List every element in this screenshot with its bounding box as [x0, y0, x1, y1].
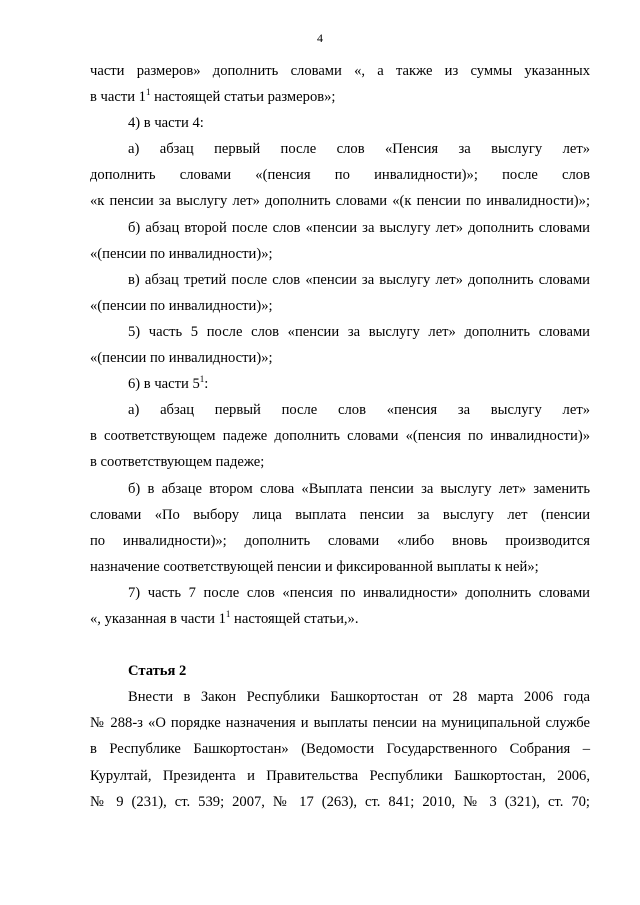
blank-line — [90, 632, 590, 658]
line-text-tail: настоящей статьи,». — [230, 610, 359, 627]
text-line — [90, 267, 590, 293]
text-line — [90, 763, 590, 789]
page-number: 4 — [317, 31, 323, 45]
text-line — [90, 423, 590, 449]
text-line — [90, 580, 590, 606]
text-line — [90, 371, 590, 397]
line-text: № 288-з «О порядке назначения и выплаты пенсии на муниципальной службе — [90, 715, 590, 732]
text-line — [90, 449, 590, 475]
superscript: 1 — [225, 608, 231, 619]
line-text-tail: : — [204, 376, 209, 393]
text-line — [90, 84, 590, 110]
line-text: в) абзац третий после слов «пенсии за выслугу лет» дополнить словами — [128, 271, 590, 288]
text-line — [90, 397, 590, 423]
line-text: Курултай, Президента и Правительства Республики Башкортостан, 2006, — [90, 767, 590, 784]
line-text: в соответствующем падеже дополнить словами «(пенсия по инвалидности)» — [90, 428, 590, 445]
text-line — [90, 241, 590, 267]
line-text: б) в абзаце втором слова «Выплата пенсии за выслугу лет» заменить — [128, 480, 590, 497]
text-line — [90, 188, 590, 214]
text-line — [90, 606, 590, 632]
line-text: Внести в Закон Республики Башкортостан от 28 марта 2006 года — [128, 689, 590, 706]
line-text: № 9 (231), ст. 539; 2007, № 17 (263), ст. 841; 2010, № 3 (321), ст. 70; — [90, 793, 590, 810]
text-line — [90, 554, 590, 580]
text-line — [90, 136, 590, 162]
text-line — [90, 58, 590, 84]
document-body — [90, 58, 590, 815]
line-text: Статья 2 — [128, 663, 187, 680]
line-text-tail: настоящей статьи размеров»; — [150, 89, 336, 106]
text-line — [90, 710, 590, 736]
superscript: 1 — [199, 374, 205, 385]
text-line — [90, 736, 590, 762]
line-text: а) абзац первый после слов «Пенсия за выслугу лет» — [128, 141, 590, 158]
line-text: по инвалидности)»; дополнить словами «либо вновь производится — [90, 532, 590, 549]
line-text: 6) в части 5 — [128, 376, 200, 393]
line-text: а) абзац первый после слов «пенсия за выслугу лет» — [128, 402, 590, 419]
line-text: «(пенсии по инвалидности)»; — [90, 245, 273, 262]
line-text: «(пенсии по инвалидности)»; — [90, 350, 273, 367]
line-text: словами «По выбору лица выплата пенсии за выслугу лет (пенсии — [90, 506, 590, 523]
text-line — [90, 528, 590, 554]
text-line — [90, 684, 590, 710]
line-text: назначение соответствующей пенсии и фиксированной выплаты к ней»; — [90, 558, 539, 575]
line-text: в Республике Башкортостан» (Ведомости Государственного Собрания – — [90, 741, 590, 758]
line-text: «(пенсии по инвалидности)»; — [90, 297, 273, 314]
text-line — [90, 502, 590, 528]
line-text: «, указанная в части 1 — [90, 610, 226, 627]
line-text: дополнить словами «(пенсия по инвалидности)»; после слов — [90, 167, 590, 184]
text-line — [90, 215, 590, 241]
text-line — [90, 293, 590, 319]
line-text: 7) часть 7 после слов «пенсия по инвалидности» дополнить словами — [128, 584, 590, 601]
line-text: 4) в части 4: — [128, 115, 204, 132]
text-line — [90, 345, 590, 371]
line-text: в части 1 — [90, 89, 146, 106]
line-text: б) абзац второй после слов «пенсии за выслугу лет» дополнить словами — [128, 219, 590, 236]
text-line — [90, 110, 590, 136]
article-heading — [90, 658, 590, 684]
line-text: «к пенсии за выслугу лет» дополнить словами «(к пенсии по инвалидности)»; — [90, 193, 590, 210]
line-text: в соответствующем падеже; — [90, 454, 265, 471]
text-line — [90, 789, 590, 815]
line-text: части размеров» дополнить словами «, а также из суммы указанных — [90, 63, 590, 79]
text-line — [90, 319, 590, 345]
text-line — [90, 476, 590, 502]
superscript: 1 — [145, 87, 151, 98]
line-text: 5) часть 5 после слов «пенсии за выслугу лет» дополнить словами — [128, 323, 590, 340]
text-line — [90, 162, 590, 188]
